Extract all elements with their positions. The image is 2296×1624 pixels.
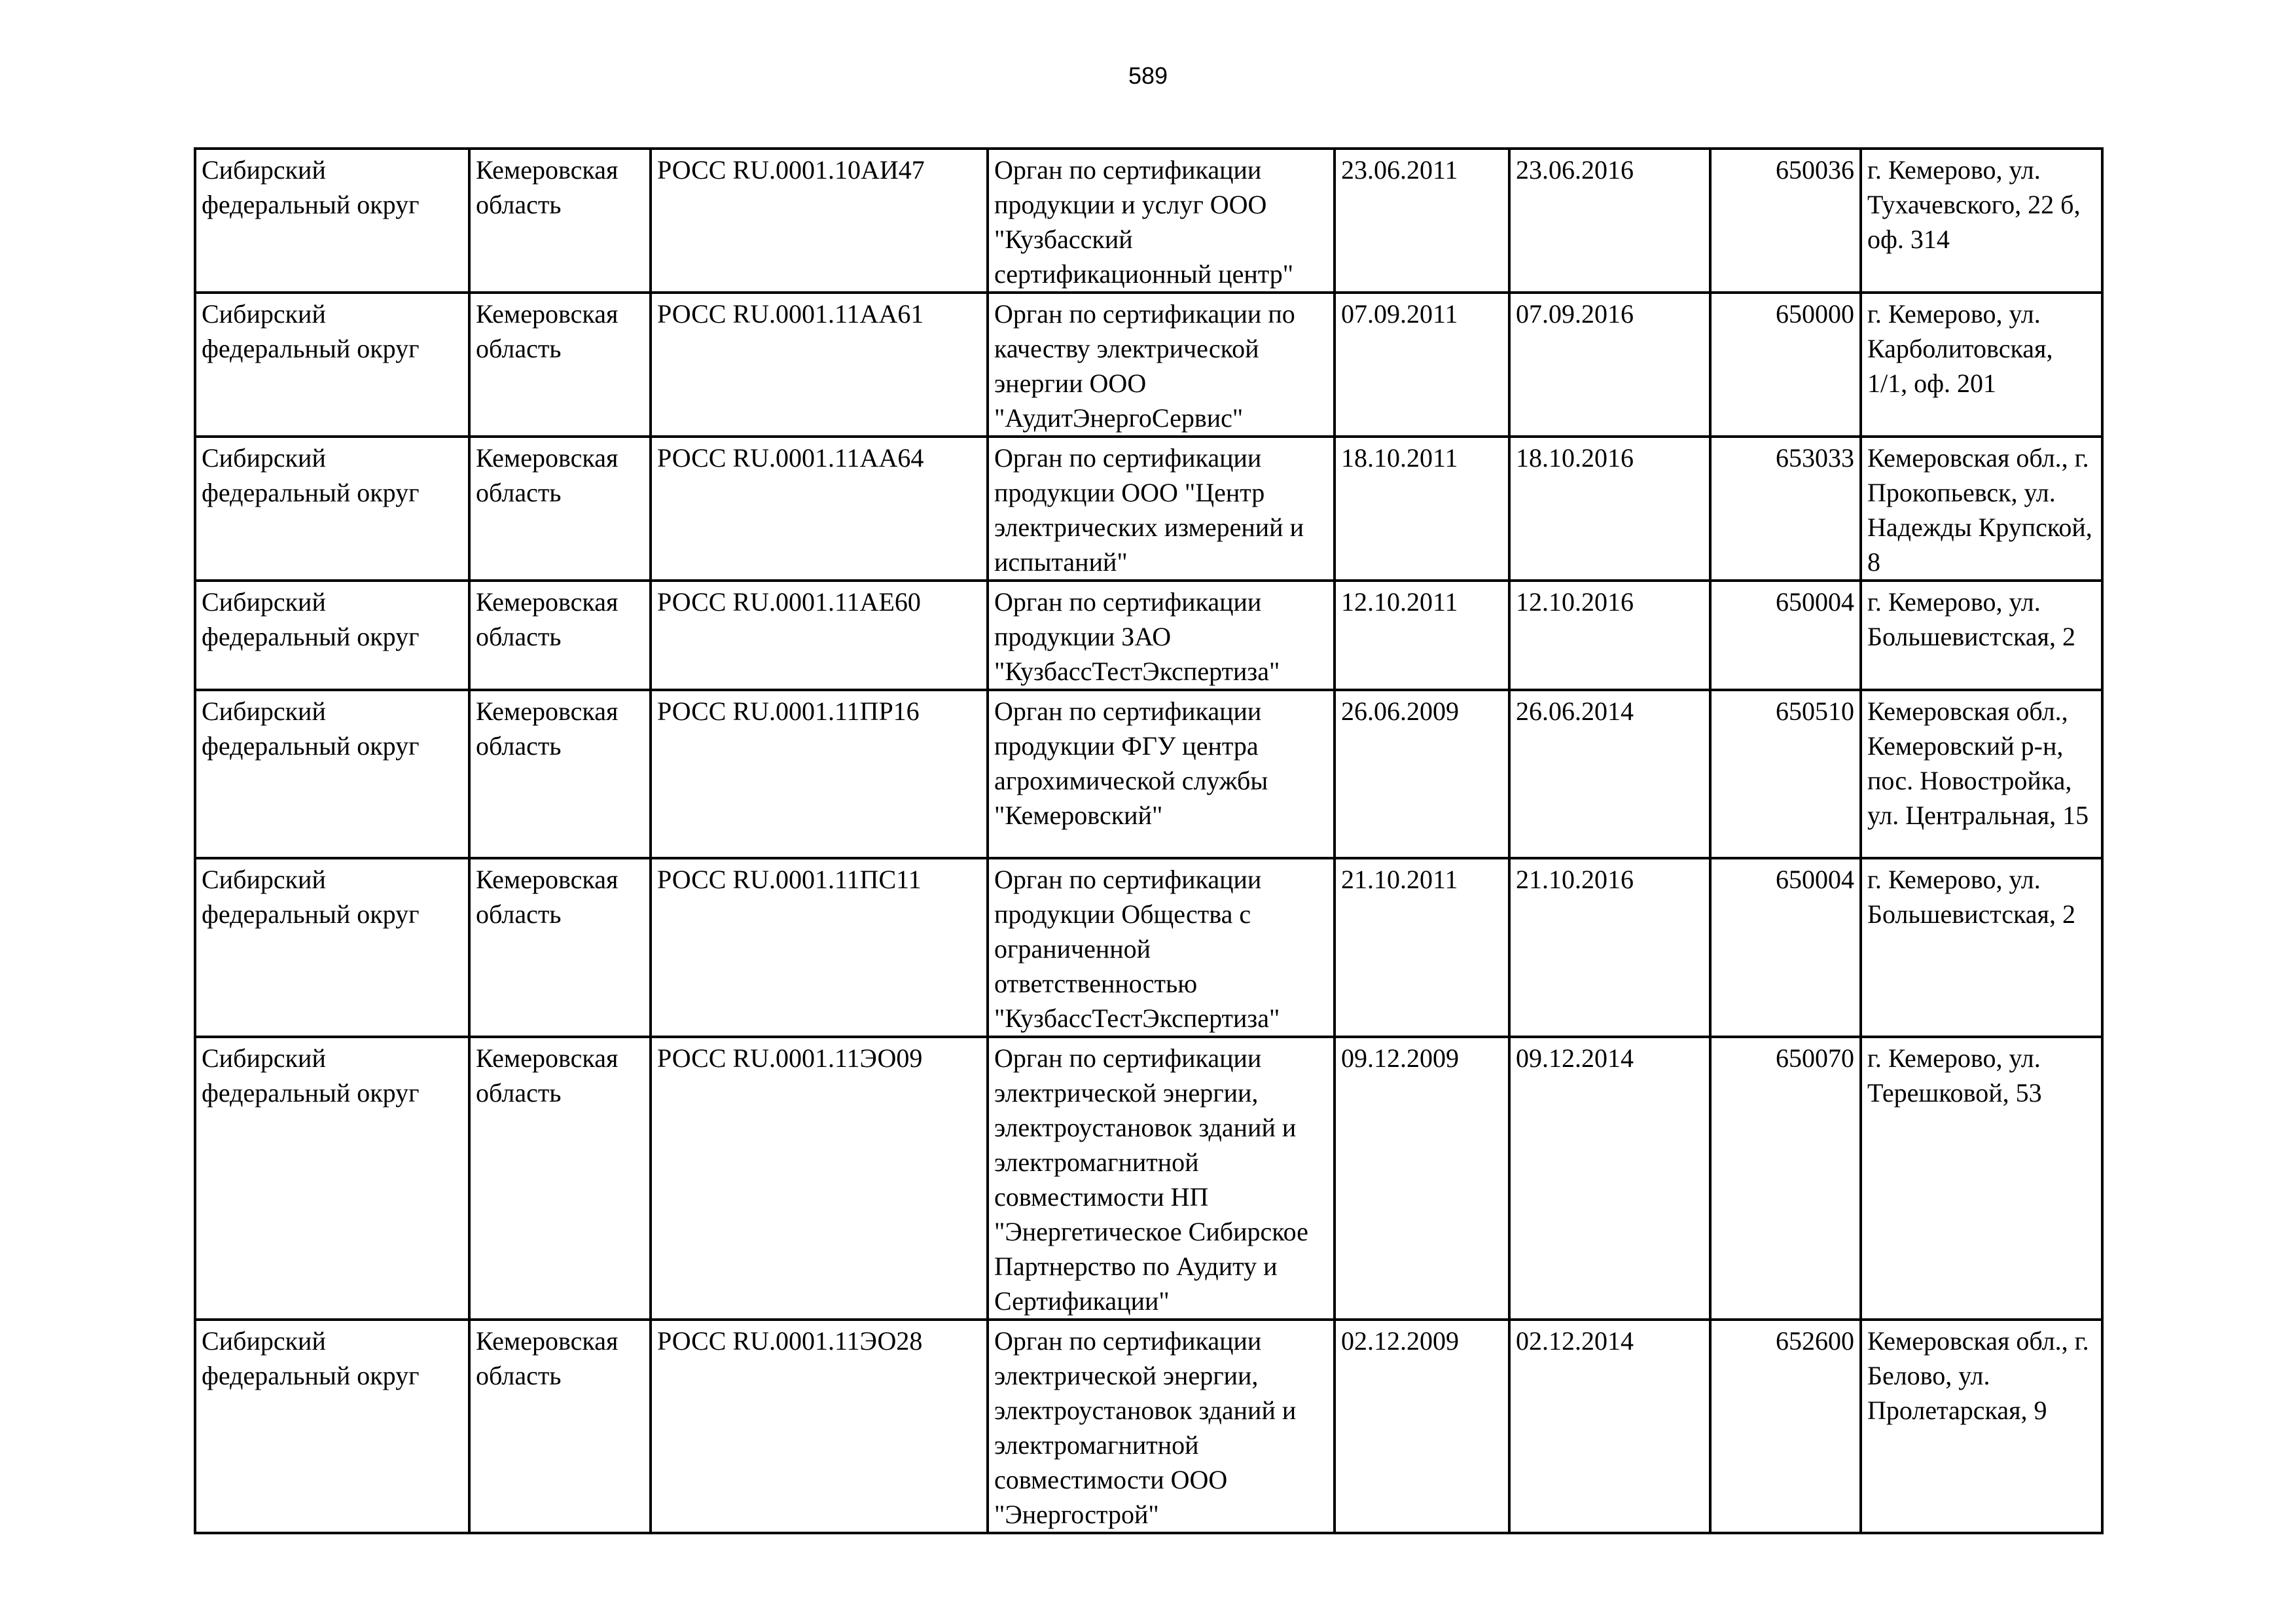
organ-cell: Орган по сертификации по качеству электрической энергии ООО "АудитЭнергоСервис" (988, 293, 1335, 437)
table-row (195, 149, 2102, 293)
date-to-cell: 02.12.2014 (1509, 1320, 1710, 1533)
region-cell: Кемеровская область (469, 1037, 651, 1320)
address-cell: г. Кемерово, ул. Большевистская, 2 (1861, 581, 2102, 690)
postcode-cell: 652600 (1710, 1320, 1861, 1533)
date-to-cell: 18.10.2016 (1509, 437, 1710, 581)
district-cell: Сибирский федеральный округ (195, 149, 469, 293)
table-row (195, 293, 2102, 437)
reg-number-cell: РОСС RU.0001.11АА64 (651, 437, 988, 581)
address-cell: Кемеровская обл., г. Прокопьевск, ул. Надежды Крупской, 8 (1861, 437, 2102, 581)
district-cell: Сибирский федеральный округ (195, 1037, 469, 1320)
page-number: 589 (1128, 62, 1168, 89)
date-to-cell: 21.10.2016 (1509, 858, 1710, 1037)
region-cell: Кемеровская область (469, 690, 651, 858)
table-row (195, 1037, 2102, 1320)
postcode-cell: 653033 (1710, 437, 1861, 581)
postcode-cell: 650004 (1710, 581, 1861, 690)
district-cell: Сибирский федеральный округ (195, 858, 469, 1037)
reg-number-cell: РОСС RU.0001.10АИ47 (651, 149, 988, 293)
postcode-cell: 650036 (1710, 149, 1861, 293)
address-cell: г. Кемерово, ул. Тухачевского, 22 б, оф. 314 (1861, 149, 2102, 293)
region-cell: Кемеровская область (469, 858, 651, 1037)
reg-number-cell: РОСС RU.0001.11ПС11 (651, 858, 988, 1037)
district-cell: Сибирский федеральный округ (195, 293, 469, 437)
postcode-cell: 650070 (1710, 1037, 1861, 1320)
table-row (195, 581, 2102, 690)
region-cell: Кемеровская область (469, 293, 651, 437)
address-cell: г. Кемерово, ул. Терешковой, 53 (1861, 1037, 2102, 1320)
date-to-cell: 07.09.2016 (1509, 293, 1710, 437)
date-from-cell: 02.12.2009 (1335, 1320, 1509, 1533)
table-row (195, 690, 2102, 858)
date-to-cell: 09.12.2014 (1509, 1037, 1710, 1320)
date-from-cell: 21.10.2011 (1335, 858, 1509, 1037)
date-to-cell: 26.06.2014 (1509, 690, 1710, 858)
date-from-cell: 18.10.2011 (1335, 437, 1509, 581)
date-from-cell: 26.06.2009 (1335, 690, 1509, 858)
date-from-cell: 09.12.2009 (1335, 1037, 1509, 1320)
district-cell: Сибирский федеральный округ (195, 437, 469, 581)
region-cell: Кемеровская область (469, 437, 651, 581)
reg-number-cell: РОСС RU.0001.11ПР16 (651, 690, 988, 858)
reg-number-cell: РОСС RU.0001.11ЭО28 (651, 1320, 988, 1533)
district-cell: Сибирский федеральный округ (195, 690, 469, 858)
reg-number-cell: РОСС RU.0001.11ЭО09 (651, 1037, 988, 1320)
district-cell: Сибирский федеральный округ (195, 581, 469, 690)
region-cell: Кемеровская область (469, 1320, 651, 1533)
date-to-cell: 23.06.2016 (1509, 149, 1710, 293)
date-from-cell: 23.06.2011 (1335, 149, 1509, 293)
postcode-cell: 650004 (1710, 858, 1861, 1037)
table-row (195, 437, 2102, 581)
date-to-cell: 12.10.2016 (1509, 581, 1710, 690)
organ-cell: Орган по сертификации продукции ФГУ центра агрохимической службы "Кемеровский" (988, 690, 1335, 858)
region-cell: Кемеровская область (469, 149, 651, 293)
postcode-cell: 650510 (1710, 690, 1861, 858)
organ-cell: Орган по сертификации продукции ООО "Центр электрических измерений и испытаний" (988, 437, 1335, 581)
reg-number-cell: РОСС RU.0001.11АЕ60 (651, 581, 988, 690)
region-cell: Кемеровская область (469, 581, 651, 690)
table-row (195, 1320, 2102, 1533)
organ-cell: Орган по сертификации электрической энергии, электроустановок зданий и электромагнитной совместимости ООО "Энергострой" (988, 1320, 1335, 1533)
date-from-cell: 07.09.2011 (1335, 293, 1509, 437)
reg-number-cell: РОСС RU.0001.11АА61 (651, 293, 988, 437)
address-cell: Кемеровская обл., Кемеровский р-н, пос. Новостройка, ул. Центральная, 15 (1861, 690, 2102, 858)
address-cell: г. Кемерово, ул. Большевистская, 2 (1861, 858, 2102, 1037)
table-row (195, 858, 2102, 1037)
date-from-cell: 12.10.2011 (1335, 581, 1509, 690)
organ-cell: Орган по сертификации продукции и услуг ООО "Кузбасский сертификационный центр" (988, 149, 1335, 293)
address-cell: г. Кемерово, ул. Карболитовская, 1/1, оф. 201 (1861, 293, 2102, 437)
organ-cell: Орган по сертификации продукции ЗАО "КузбассТестЭкспертиза" (988, 581, 1335, 690)
postcode-cell: 650000 (1710, 293, 1861, 437)
address-cell: Кемеровская обл., г. Белово, ул. Пролетарская, 9 (1861, 1320, 2102, 1533)
organ-cell: Орган по сертификации электрической энергии, электроустановок зданий и электромагнитной совместимости НП "Энергетическое Сибирское Партнерство по Аудиту и Сертификации" (988, 1037, 1335, 1320)
district-cell: Сибирский федеральный округ (195, 1320, 469, 1533)
organ-cell: Орган по сертификации продукции Общества с ограниченной ответственностью "КузбассТестЭкспертиза" (988, 858, 1335, 1037)
certification-bodies-table (194, 147, 2104, 1534)
